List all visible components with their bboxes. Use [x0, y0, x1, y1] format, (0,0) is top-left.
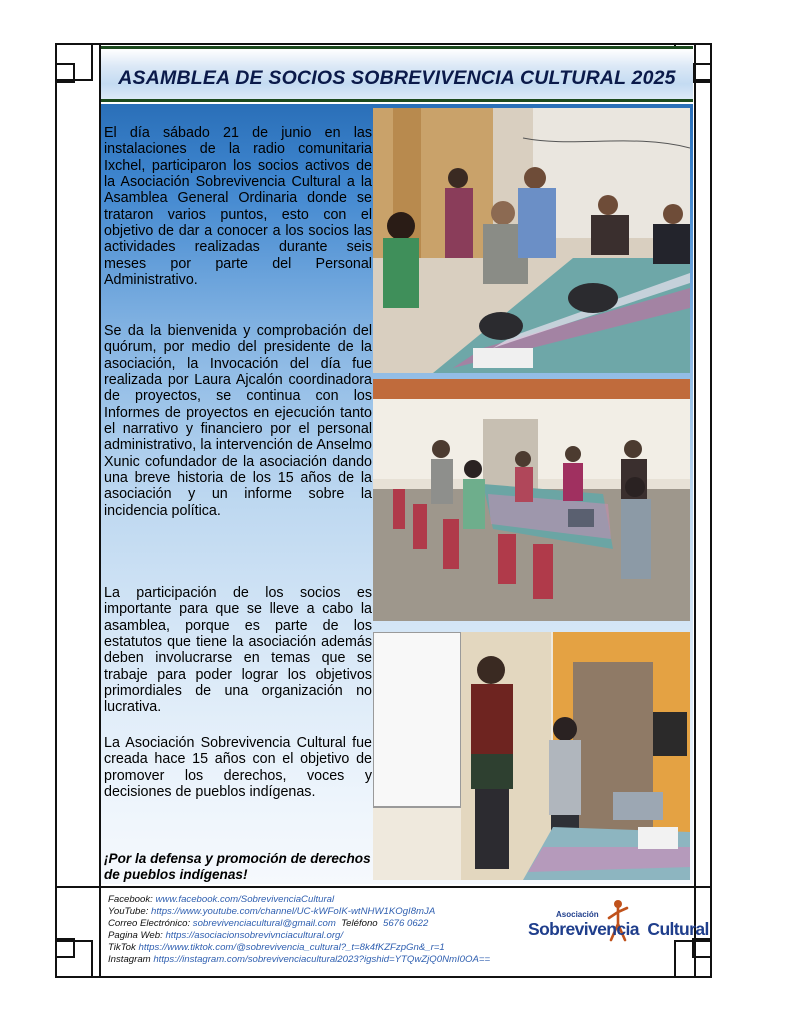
logo-small-text: Asociación [556, 910, 599, 919]
page-title: ASAMBLEA DE SOCIOS SOBREVIVENCIA CULTURAL 2025 [118, 67, 676, 89]
web-label: Pagina Web: [108, 930, 163, 942]
youtube-link[interactable]: https://www.youtube.com/channel/UC-kWFoIK-wtNHW1KOgI8mJA [151, 906, 436, 918]
frame-inner-right-line [694, 43, 696, 978]
logo-word-cultural: Cultural [647, 919, 709, 939]
facebook-label: Facebook: [108, 894, 153, 905]
logo-word-sobrevivencia: Sobrevivencia [528, 919, 639, 939]
photo-meeting-table [373, 108, 690, 373]
corner-ornament-top-left-inner [55, 63, 75, 83]
paragraph-participation: La participación de los socios es importante para que se lleve a cabo la asamblea, porque es parte de los estatutos que tiene la asociación además deben involucrarse en temas que se trabaje para poder lograr los objetivos primordiales de una organización no lucrativa. [104, 585, 372, 716]
corner-ornament-bottom-left-inner [55, 938, 75, 958]
phone-number: 5676 0622 [383, 918, 429, 930]
footer-email [108, 918, 568, 930]
contact-footer [108, 894, 568, 967]
logo-wordmark [528, 919, 709, 940]
tiktok-link[interactable]: https://www.tiktok.com/@sobrevivencia_cultural?_t=8k4fKZFzpGn&_r=1 [138, 942, 445, 954]
frame-footer-line [55, 886, 712, 888]
facebook-link[interactable]: www.facebook.com/SobrevivenciaCultural [155, 894, 335, 905]
footer-web [108, 930, 568, 942]
paragraph-intro: El día sábado 21 de junio en las instalaciones de la radio comunitaria Ixchel, participaron los socios activos de la Asociación Sobrevivencia Cultural a la Asamblea General Ordinaria donde se trataron varios puntos, esto con el objetivo de dar a conocer a los socios las actividades realizadas durante seis meses por parte del Personal Administrativo. [104, 125, 372, 289]
web-link[interactable]: https://asociacionsobrevivnciacultural.org/ [165, 930, 344, 942]
footer-instagram [108, 954, 568, 966]
youtube-label: YouTube: [108, 906, 149, 918]
photo-presentation [373, 632, 690, 880]
corner-ornament-bottom-right-inner [692, 938, 712, 958]
email-link[interactable]: sobrevivenciacultural@gmail.com [192, 918, 336, 930]
photo-assembly-hall [373, 379, 690, 621]
instagram-label: Instagram [108, 954, 151, 966]
footer-facebook [108, 894, 568, 906]
instagram-link[interactable]: https://instagram.com/sobrevivenciacultural2023?igshid=YTQwZjQ0NmI0OA== [153, 954, 491, 966]
email-label: Correo Electrónico: [108, 918, 191, 930]
tiktok-label: TikTok [108, 942, 136, 954]
phone-label: Teléfono [341, 918, 378, 930]
paragraph-agenda: Se da la bienvenida y comprobación del quórum, por medio del presidente de la asociación, la Invocación del día fue realizada por Laura Ajcalón coordinadora de proyectos, se continua con los Informes de proyectos en ejecución tanto el narrativo y financiero por el personal administrativo, la intervención de Anselmo Xunic cofundador de la asociación dando una breve historia de los 15 años de la asociación y un informe sobre la incidencia política. [104, 323, 372, 519]
closing-slogan: ¡Por la defensa y promoción de derechos de pueblos indígenas! [104, 851, 371, 882]
footer-youtube [108, 906, 568, 918]
organization-logo [522, 898, 709, 946]
footer-tiktok [108, 942, 568, 954]
corner-ornament-top-right-inner [692, 63, 712, 83]
title-banner [101, 46, 693, 102]
paragraph-about: La Asociación Sobrevivencia Cultural fue creada hace 15 años con el objetivo de promover los derechos, voces y decisiones de pueblos indígenas. [104, 735, 372, 801]
